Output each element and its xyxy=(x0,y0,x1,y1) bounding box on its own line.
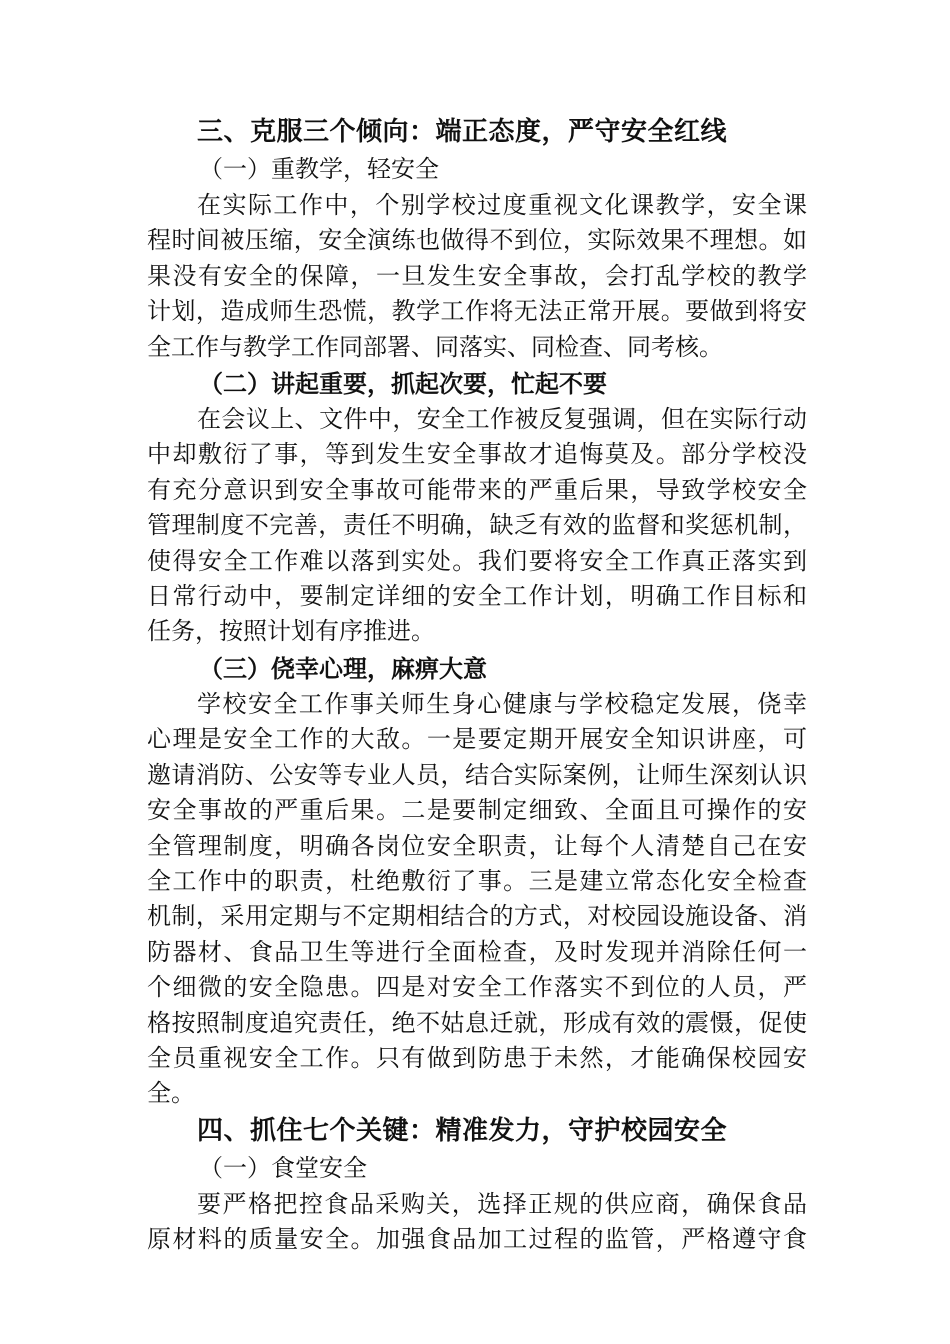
text-line: 格按照制度追究责任，绝不姑息迁就，形成有效的震慑，促使 xyxy=(147,1008,807,1037)
text-line: 全工作中的职责，杜绝敷衍了事。三是建立常态化安全检查 xyxy=(147,866,807,895)
subsection-heading-3-1: （一）重教学，轻安全 xyxy=(199,155,439,183)
subsection-heading-3-3: （三）侥幸心理，麻痹大意 xyxy=(199,653,487,683)
text-line: 心理是安全工作的大敌。一是要定期开展安全知识讲座，可 xyxy=(147,725,807,754)
text-line: 要严格把控食品采购关，选择正规的供应商，确保食品 xyxy=(197,1189,807,1218)
text-line: 程时间被压缩，安全演练也做得不到位，实际效果不理想。如 xyxy=(147,226,807,255)
paragraph-3-2 xyxy=(147,402,807,650)
text-line: 日常行动中，要制定详细的安全工作计划，明确工作目标和 xyxy=(147,582,807,611)
text-line: 有充分意识到安全事故可能带来的严重后果，导致学校安全 xyxy=(147,475,807,504)
text-line: 安全事故的严重后果。二是要制定细致、全面且可操作的安 xyxy=(147,796,807,825)
text-line: 全管理制度，明确各岗位安全职责，让每个人清楚自己在安 xyxy=(147,831,807,860)
section-heading-3: 三、克服三个倾向：端正态度，严守安全红线 xyxy=(197,117,728,147)
subsection-heading-4-1: （一）食堂安全 xyxy=(199,1153,367,1182)
section-heading-4: 四、抓住七个关键：精准发力，守护校园安全 xyxy=(197,1115,728,1146)
text-line: 全工作与教学工作同部署、同落实、同检查、同考核。 xyxy=(147,332,723,361)
text-line: 任务，按照计划有序推进。 xyxy=(147,617,435,646)
paragraph-4-1 xyxy=(147,1187,807,1258)
subsection-heading-3-2: （二）讲起重要，抓起次要，忙起不要 xyxy=(199,369,607,399)
paragraph-3-1 xyxy=(147,188,807,365)
document-page xyxy=(147,113,807,1258)
paragraph-3-3 xyxy=(147,687,807,1112)
text-line: 中却敷衍了事，等到发生安全事故才追悔莫及。部分学校没 xyxy=(147,440,807,469)
text-line: 在会议上、文件中，安全工作被反复强调，但在实际行动 xyxy=(197,405,807,434)
text-line: 果没有安全的保障，一旦发生安全事故，会打乱学校的教学 xyxy=(147,261,807,290)
text-line: 学校安全工作事关师生身心健康与学校稳定发展，侥幸 xyxy=(197,689,807,718)
text-line: 管理制度不完善，责任不明确，缺乏有效的监督和奖惩机制， xyxy=(147,511,807,540)
text-line: 机制，采用定期与不定期相结合的方式，对校园设施设备、消 xyxy=(147,902,807,931)
text-line: 防器材、食品卫生等进行全面检查，及时发现并消除任何一 xyxy=(147,937,807,966)
text-line: 全。 xyxy=(147,1079,195,1108)
text-line: 个细微的安全隐患。四是对安全工作落实不到位的人员，严 xyxy=(147,973,807,1002)
text-line: 原材料的质量安全。加强食品加工过程的监管，严格遵守食 xyxy=(147,1225,807,1254)
text-line: 使得安全工作难以落到实处。我们要将安全工作真正落实到 xyxy=(147,546,807,575)
text-line: 在实际工作中，个别学校过度重视文化课教学，安全课 xyxy=(197,191,807,219)
text-line: 计划，造成师生恐慌，教学工作将无法正常开展。要做到将安 xyxy=(147,297,807,326)
text-line: 邀请消防、公安等专业人员，结合实际案例，让师生深刻认识 xyxy=(147,760,807,789)
text-line: 全员重视安全工作。只有做到防患于未然，才能确保校园安 xyxy=(147,1043,807,1072)
